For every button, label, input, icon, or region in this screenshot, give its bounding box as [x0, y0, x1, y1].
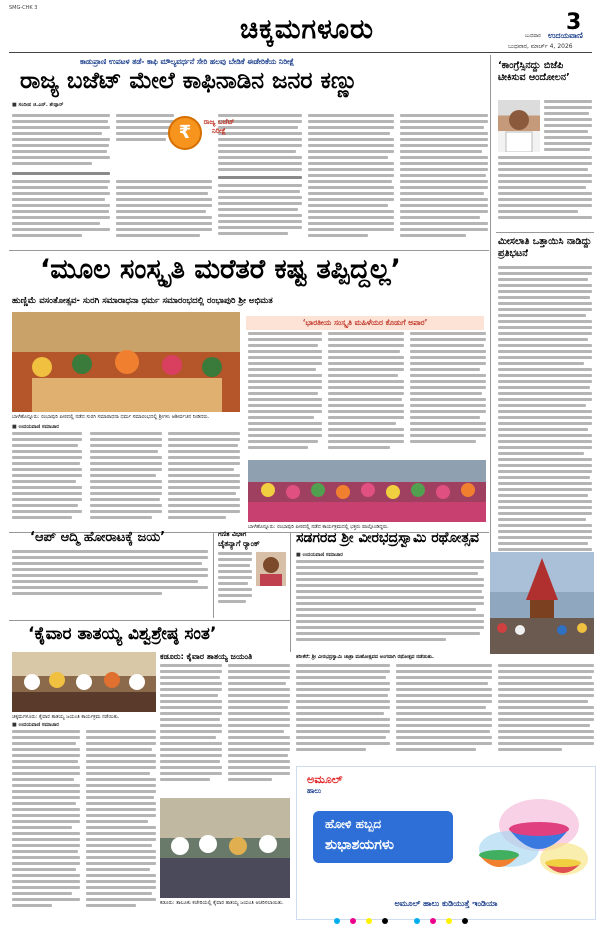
- sidebar-mid-body: [498, 266, 594, 596]
- rath-divider: [290, 532, 291, 652]
- sidebar-divider: [490, 55, 491, 600]
- rath-headline: ಸಡಗರದ ಶ್ರೀ ವೀರಭದ್ರಸ್ವಾಮಿ ರಥೋತ್ಸವ: [296, 530, 479, 546]
- registration-dot-magenta: [350, 918, 356, 924]
- kaivara-photo-1: [12, 652, 156, 712]
- rath-body-2: [296, 664, 594, 760]
- registration-dot-cyan: [334, 918, 340, 924]
- paper-name: ಉದಯವಾಣಿ: [548, 31, 583, 40]
- section-title: ಚಿಕ್ಕಮಗಳೂರು: [240, 14, 374, 45]
- politician-portrait: [498, 100, 540, 152]
- edition-code: SMG-CHK 3: [9, 5, 38, 11]
- lead-body-text: [12, 110, 488, 250]
- weekday-label: ಬುಧವಾರ: [525, 33, 541, 39]
- student-portrait: [256, 552, 286, 586]
- rath-byline: ■ ಉದಯವಾಣಿ ಸಮಾಚಾರ: [296, 552, 343, 558]
- sidebar-top-headline: ‘ಕಾಂಗ್ರೆಸ್ಸಿನದ್ದು ಬಿಜೆಪಿ ಟೀಕಿಸುವ ಆಂದೋಲನ’: [498, 60, 570, 83]
- rank-body: [218, 552, 254, 612]
- registration-dot-yellow-2: [446, 918, 452, 924]
- ceremony-photo-caption: ಬಾಳೆಹೊನ್ನೂರು: ರಂಭಾಪುರಿ ಪೀಠದಲ್ಲಿ ನಡೆದ ಸುರಗಿ ಸಮಾರಾಧನಾ ಧರ್ಮ ಸಮಾರಂಭದಲ್ಲಿ ಶ್ರೀಗಳು ಆಶೀರ್ವಚನ ನೀಡಿದರು.: [12, 414, 210, 420]
- lead-headline: ರಾಜ್ಯ ಬಜೆಟ್ ಮೇಲೆ ಕಾಫಿನಾಡಿನ ಜನರ ಕಣ್ಣು: [20, 68, 358, 94]
- chariot-photo: [490, 552, 594, 654]
- rank-divider: [213, 532, 214, 618]
- section-rule-1: [9, 250, 489, 251]
- ad-greeting-line-1: ಹೋಳಿ ಹಬ್ಬದ: [325, 817, 382, 831]
- registration-dot-yellow: [366, 918, 372, 924]
- kaivara-photo-1-caption: ಚಿಕ್ಕಮಗಳೂರು: ಕೈವಾರ ತಾತಯ್ಯ ಜಯಂತಿ ಕಾರ್ಯಕ್ರಮ ನಡೆಯಿತು.: [12, 714, 120, 720]
- date-line: ಬುಧವಾರ, ಮಾರ್ಚ್ 4, 2026: [508, 43, 573, 50]
- rank-headline: ಚೈತನ್ಯಾಗೆ ರ‍್ಯಾಂಕ್: [218, 539, 260, 548]
- kaivara-body-right: [160, 664, 290, 794]
- page-number: 3: [566, 10, 582, 35]
- holi-advert: [296, 766, 596, 920]
- lead-kicker: ಕಾಡುಪ್ರಾಣಿ ಉಪಟಳ ತಡೆ- ಕಾಫಿ ಮೌಲ್ಯವರ್ಧನೆ ಸೇರಿ ಹಲವು ಬೇಡಿಕೆ ಈಡೇರಿಕೆಯ ನಿರೀಕ್ಷೆ: [80, 57, 295, 66]
- ceremony-photo: [12, 312, 240, 412]
- kaivara-photo-2: [160, 798, 290, 898]
- ad-greeting-line-2: ಶುಭಾಶಯಗಳು: [325, 837, 394, 853]
- second-tag: ‘ಭಾರತೀಯ ಸಂಸ್ಕೃತಿ ಮಹಿಳೆಯರ ಕೊಡುಗೆ ಅಪಾರ’: [246, 316, 484, 330]
- kaivara-photo-2-caption: ಕಡೂರು: ತಾಲೂಕು ಕಚೇರಿಯಲ್ಲಿ ಕೈವಾರ ತಾತಯ್ಯ ಜಯಂತಿ ಆಚರಿಸಲಾಯಿತು.: [160, 900, 284, 906]
- registration-dot-black: [382, 918, 388, 924]
- aap-body: [12, 550, 210, 600]
- devotees-photo: [248, 460, 486, 522]
- ad-brand-logo: [307, 773, 342, 796]
- kaivara-headline: ‘ಕೈವಾರ ತಾತಯ್ಯ ವಿಶ್ವಶ್ರೇಷ್ಠ ಸಂತ’: [28, 624, 217, 644]
- section-rule-3: [9, 620, 291, 621]
- kaivara-subhead: ಕಡೂರು: ಕೈವಾರ ತಾತಯ್ಯ ಜಯಂತಿ: [160, 652, 253, 661]
- ad-footer: ಅಮೂಲ್ ಹಾಲು ಕುಡಿಯುತ್ತೆ ಇಂಡಿಯಾ: [394, 899, 498, 908]
- second-byline: ■ ಉದಯವಾಣಿ ಸಮಾಚಾರ: [12, 424, 59, 430]
- registration-dot-cyan-2: [414, 918, 420, 924]
- registration-dot-magenta-2: [430, 918, 436, 924]
- color-bowls-illustration: [469, 789, 589, 885]
- masthead-rule: [9, 52, 592, 53]
- ad-brand-name: ಅಮೂಲ್: [307, 773, 343, 786]
- sidebar-top-body-2: [498, 156, 594, 226]
- second-headline: ‘ಮೂಲ ಸಂಸ್ಕೃತಿ ಮರೆತರೆ ಕಷ್ಟ ತಪ್ಪಿದ್ದಲ್ಲ’: [40, 254, 401, 285]
- ad-brand-sub: ಹಾಲು: [307, 787, 322, 795]
- aap-headline: ‘ಆಪ್ ಆದ್ಮಿ ಹೋರಾಟಕ್ಕೆ ಜಯ’: [30, 530, 166, 545]
- second-subhead: ಹುಣ್ಣಿಮೆ ವಸಂತೋತ್ಸವ- ಸುರಗಿ ಸಮಾರಾಧನಾ ಧರ್ಮ ಸಮಾರಂಭದಲ್ಲಿ ರಂಭಾಪುರಿ ಶ್ರೀ ಅಭಿಮತ: [12, 296, 273, 306]
- rank-kicker: ಗಣಿತ ವಿಭಾಗ: [218, 530, 247, 538]
- kaivara-byline: ■ ಉದಯವಾಣಿ ಸಮಾಚಾರ: [12, 722, 59, 728]
- chariot-photo-caption: ತರೀಕೆರೆ: ಶ್ರೀ ವೀರಭದ್ರಸ್ವಾಮಿ ಜಾತ್ರಾ ಮಹೋತ್ಸವದ ಅಂಗವಾಗಿ ರಥೋತ್ಸವ ನಡೆಯಿತು.: [296, 654, 434, 660]
- sidebar-mid-headline: ಮೀಸಲಾತಿ ಒತ್ತಾಯಿಸಿ ನಾಡಿದ್ದು ಪ್ರತಿಭಟನೆ: [498, 236, 592, 259]
- ad-greeting-panel: [313, 811, 453, 863]
- registration-dot-black-2: [462, 918, 468, 924]
- second-body-right: [248, 332, 486, 456]
- budget-badge: [168, 112, 238, 152]
- budget-badge-label: ರಾಜ್ಯ ಬಜೆಟ್ ನಿರೀಕ್ಷೆ: [203, 118, 235, 135]
- lead-byline: ■ ಸಂದೀಪ ಜಿ.ಎನ್. ಶೇಡ್ಗಾರ್: [12, 102, 64, 108]
- rupee-coin-icon: ₹: [168, 116, 202, 150]
- sidebar-mid-rule: [496, 232, 594, 233]
- second-body-left: [12, 432, 240, 526]
- rath-body: [296, 560, 486, 652]
- kaivara-body-left: [12, 730, 156, 914]
- devotees-photo-caption: ಬಾಳೆಹೊನ್ನೂರು: ರಂಭಾಪುರಿ ಪೀಠದಲ್ಲಿ ನಡೆದ ಕಾರ್ಯಕ್ರಮದಲ್ಲಿ ಭಕ್ತರು ಪಾಲ್ಗೊಂಡಿದ್ದರು.: [248, 524, 389, 530]
